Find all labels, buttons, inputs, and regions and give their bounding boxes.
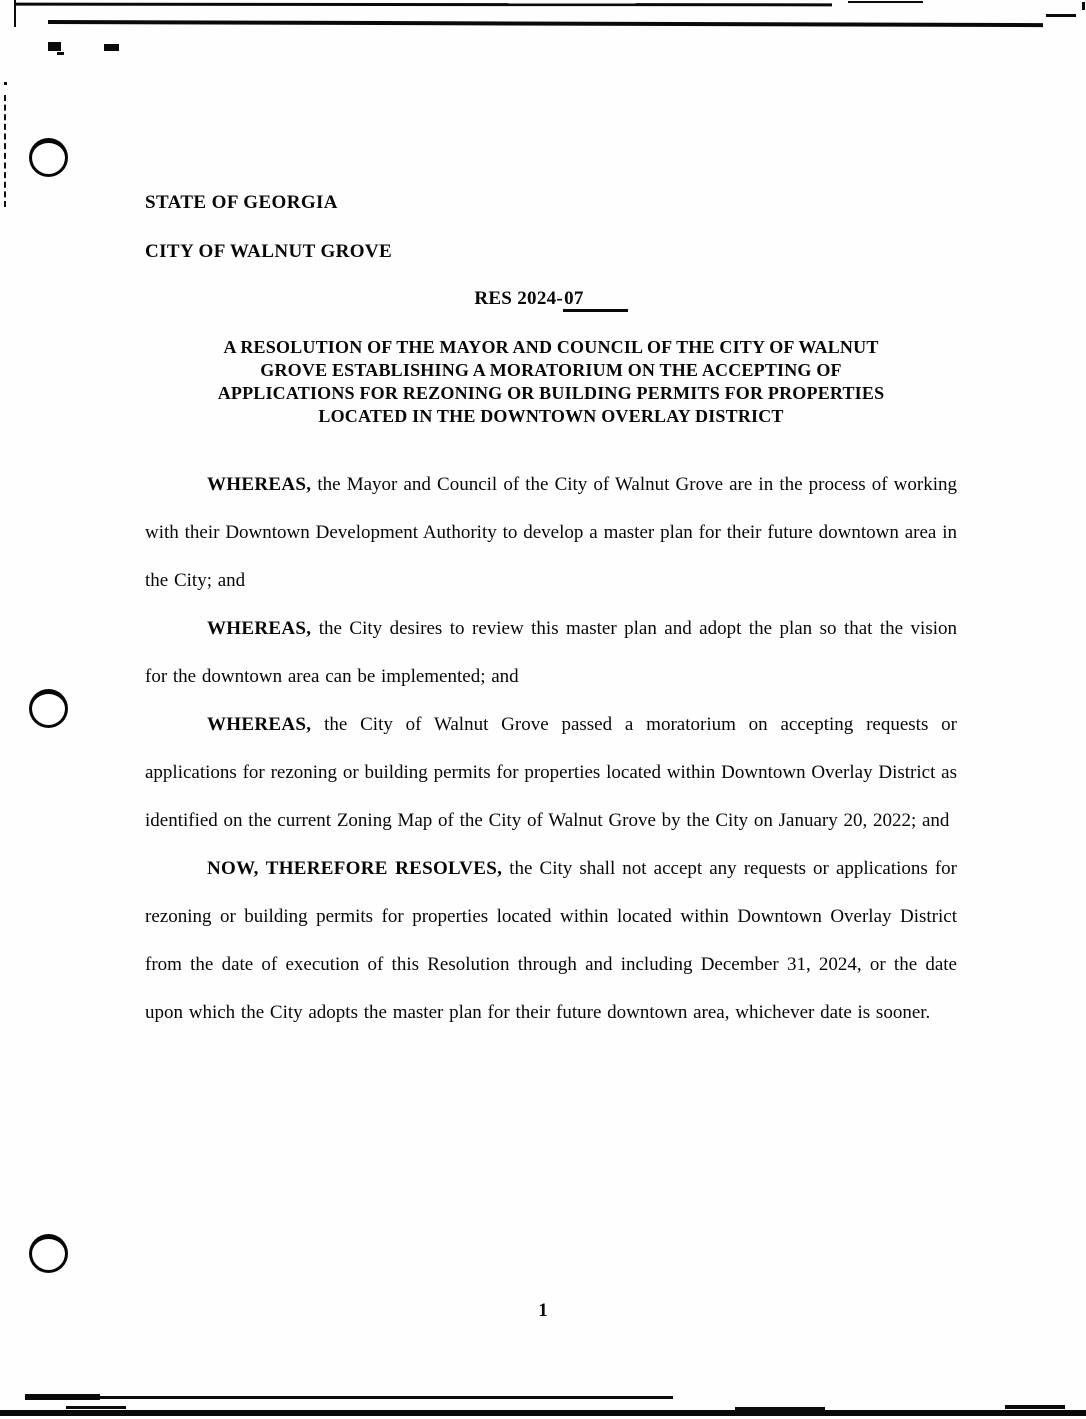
whereas-lead: WHEREAS, xyxy=(207,618,312,639)
whereas-paragraph xyxy=(145,605,957,701)
resolution-number-value: 07 xyxy=(563,288,628,312)
scan-artifact-smudge xyxy=(48,42,61,51)
scan-artifact-line xyxy=(1082,2,1085,10)
resolution-title-line: APPLICATIONS FOR REZONING OR BUILDING PERMITS FOR PROPERTIES xyxy=(217,383,885,403)
scan-artifact-smudge xyxy=(104,44,119,51)
resolution-title xyxy=(145,336,957,428)
paragraph-text: the City desires to review this master plan and adopt the plan so that the vision for the downtown area can be implemented; and xyxy=(145,618,957,687)
scan-artifact-line xyxy=(4,95,6,207)
scan-artifact-smudge xyxy=(1005,1405,1065,1409)
scan-artifact-line xyxy=(25,1396,673,1399)
scan-artifact-smudge xyxy=(4,82,7,85)
resolution-number xyxy=(145,288,957,310)
whereas-paragraph xyxy=(145,461,957,605)
paragraph-text: the City shall not accept any requests or applications for rezoning or building permits for properties located within located within Downtown Overlay District from the date of execution of this Resolution through and including December 31, 2024, or the date upon which the City adopts the master plan for their future downtown area, whichever date is sooner. xyxy=(145,858,957,1023)
resolution-body xyxy=(145,461,957,1037)
state-heading: STATE OF GEORGIA xyxy=(145,192,338,213)
scan-artifact-line xyxy=(1046,14,1076,17)
whereas-lead: WHEREAS, xyxy=(207,714,312,735)
scan-artifact-line xyxy=(848,1,923,3)
scan-artifact-smudge xyxy=(66,1406,126,1409)
hole-punch-icon xyxy=(29,138,68,177)
page-number: 1 xyxy=(538,1300,548,1321)
resolution-title-line: A RESOLUTION OF THE MAYOR AND COUNCIL OF THE CITY OF WALNUT xyxy=(223,337,879,357)
scan-artifact-line xyxy=(25,1394,100,1400)
scan-artifact-line xyxy=(0,1410,1086,1416)
resolution-title-line: LOCATED IN THE DOWNTOWN OVERLAY DISTRICT xyxy=(318,406,784,426)
resolution-number-prefix: RES 2024- xyxy=(474,288,564,309)
whereas-paragraph xyxy=(145,701,957,845)
city-heading: CITY OF WALNUT GROVE xyxy=(145,241,393,262)
document-content xyxy=(145,192,957,1037)
paragraph-text: the Mayor and Council of the City of Walnut Grove are in the process of working with their Downtown Development Authority to develop a master plan for their future downtown area in the City; and xyxy=(145,474,957,591)
resolves-paragraph xyxy=(145,845,957,1037)
scan-artifact-line xyxy=(14,0,16,27)
scan-artifact-smudge xyxy=(735,1407,825,1411)
scan-artifact-smudge xyxy=(57,52,64,55)
hole-punch-icon xyxy=(29,689,68,728)
scan-artifact-line xyxy=(14,3,832,7)
whereas-lead: WHEREAS, xyxy=(207,474,312,495)
resolves-lead: NOW, THEREFORE RESOLVES, xyxy=(207,858,503,879)
resolution-title-line: GROVE ESTABLISHING A MORATORIUM ON THE ACCEPTING OF xyxy=(260,360,842,380)
scan-artifact-line xyxy=(48,20,1043,27)
hole-punch-icon xyxy=(29,1234,68,1273)
paragraph-text: the City of Walnut Grove passed a moratorium on accepting requests or applications for rezoning or building permits for properties located within Downtown Overlay District as identified on the current Zoning Map of the City of Walnut Grove by the City on January 20, 2022; and xyxy=(145,714,957,831)
